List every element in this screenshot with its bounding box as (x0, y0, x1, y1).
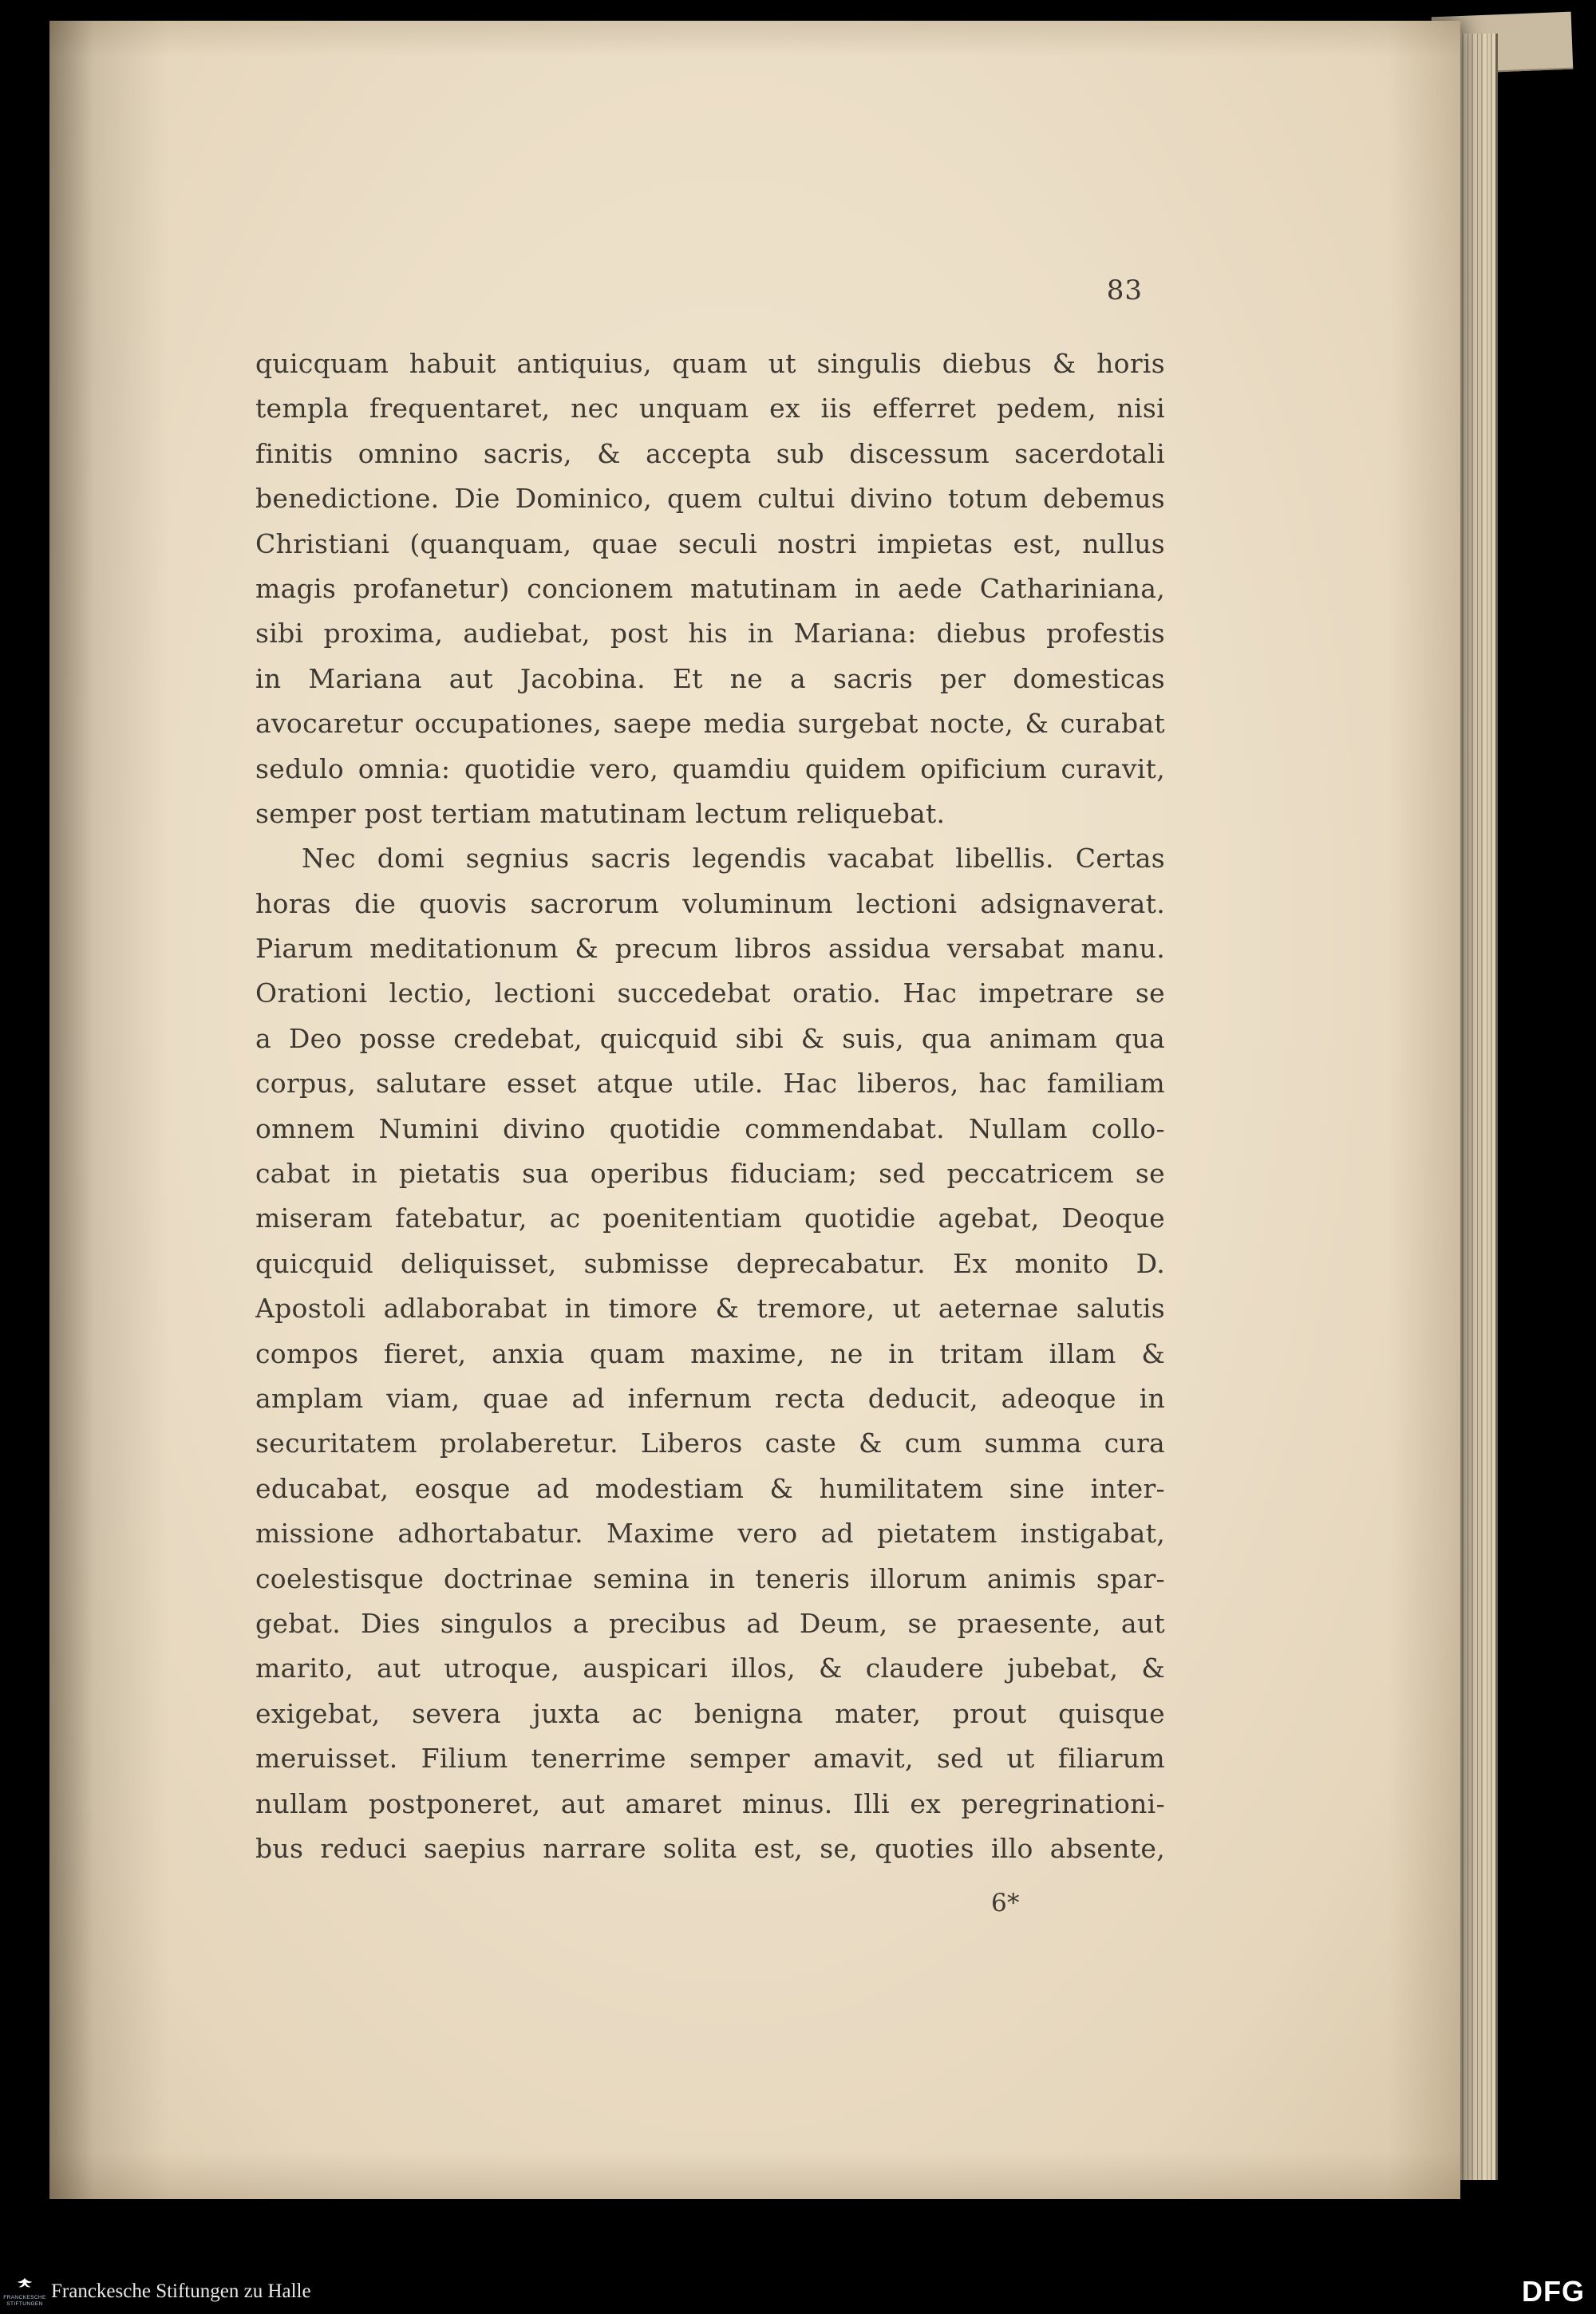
text-line: miseram fatebatur, ac poenitentiam quotidie agebat, Deoque (255, 1202, 1165, 1234)
text-line: templa frequentaret, nec unquam ex iis efferret pedem, nisi (255, 393, 1165, 424)
dfg-logo: DFG (1522, 2275, 1585, 2308)
text-line: Nec domi segnius sacris legendis vacabat libellis. Certas (302, 843, 1165, 875)
text-line: magis profanetur) concionem matutinam in aede Cathariniana, (255, 572, 1165, 604)
viewer-footer (0, 2269, 1596, 2314)
text-line: exigebat, severa juxta ac benigna mater, prout quisque (255, 1697, 1165, 1729)
text-line: Piarum meditationum & precum libros assidua versabat manu. (255, 933, 1165, 965)
book-fore-edge (1459, 34, 1498, 2180)
text-line: Orationi lectio, lectioni succedebat oratio. Hac impetrare se (255, 977, 1165, 1009)
text-line: sedulo omnia: quotidie vero, quamdiu quidem opificium curavit, (255, 752, 1165, 784)
text-line: amplam viam, quae ad infernum recta deducit, adeoque in (255, 1382, 1165, 1414)
text-line: finitis omnino sacris, & accepta sub discessum sacerdotali (255, 437, 1165, 469)
text-line: gebat. Dies singulos a precibus ad Deum, se praesente, aut (255, 1607, 1165, 1639)
text-line: meruisset. Filium tenerrime semper amavit, sed ut filiarum (255, 1743, 1165, 1775)
text-line: sibi proxima, audiebat, post his in Mariana: diebus profestis (255, 618, 1165, 650)
page-number: 83 (1106, 274, 1143, 306)
text-line: securitatem prolaberetur. Liberos caste & cum summa cura (255, 1427, 1165, 1459)
text-line: compos fieret, anxia quam maxime, ne in tritam illam & (255, 1337, 1165, 1369)
paragraph (255, 342, 1165, 836)
book-page (49, 21, 1460, 2199)
library-branding (3, 2273, 311, 2311)
text-line: missione adhortabatur. Maxime vero ad pietatem instigabat, (255, 1518, 1165, 1550)
text-line: avocaretur occupationes, saepe media surgebat nocte, & curabat (255, 708, 1165, 740)
text-line: horas die quovis sacrorum voluminum lectioni adsignaverat. (255, 887, 1165, 919)
text-line: cabat in pietatis sua operibus fiduciam; sed peccatricem se (255, 1158, 1165, 1190)
text-line: educabat, eosque ad modestiam & humilitatem sine inter- (255, 1472, 1165, 1504)
library-logo-icon (3, 2273, 46, 2311)
signature-mark: 6* (991, 1889, 1020, 1918)
text-line: Apostoli adlaborabat in timore & tremore, ut aeternae salutis (255, 1293, 1165, 1325)
text-line: corpus, salutare esset atque utile. Hac liberos, hac familiam (255, 1068, 1165, 1100)
text-line: Christiani (quanquam, quae seculi nostri impietas est, nullus (255, 527, 1165, 559)
text-block (255, 342, 1165, 1926)
text-line: a Deo posse credebat, quicquid sibi & suis, qua animam qua (255, 1022, 1165, 1054)
library-name: Franckesche Stiftungen zu Halle (51, 2280, 311, 2302)
text-line: quicquam habuit antiquius, quam ut singulis diebus & horis (255, 348, 1165, 379)
text-line: semper post tertiam matutinam lectum reliquebat. (255, 797, 946, 829)
text-line: marito, aut utroque, auspicari illos, & claudere jubebat, & (255, 1653, 1165, 1684)
paragraph (255, 836, 1165, 1871)
text-line: benedictione. Die Dominico, quem cultui divino totum debemus (255, 483, 1165, 515)
library-logo-caption-line2: STIFTUNGEN (6, 2301, 43, 2307)
text-line: coelestisque doctrinae semina in teneris illorum animis spar- (255, 1562, 1165, 1594)
library-logo-caption-line1: FRANCKESCHE (3, 2295, 46, 2300)
text-line: quicquid deliquisset, submisse deprecabatur. Ex monito D. (255, 1247, 1165, 1279)
text-line: in Mariana aut Jacobina. Et ne a sacris per domesticas (255, 662, 1165, 694)
text-line: omnem Numini divino quotidie commendabat. Nullam collo- (255, 1112, 1165, 1144)
text-line: bus reduci saepius narrare solita est, se, quoties illo absente, (255, 1832, 1165, 1864)
text-line: nullam postponeret, aut amaret minus. Illi ex peregrinationi- (255, 1787, 1165, 1819)
